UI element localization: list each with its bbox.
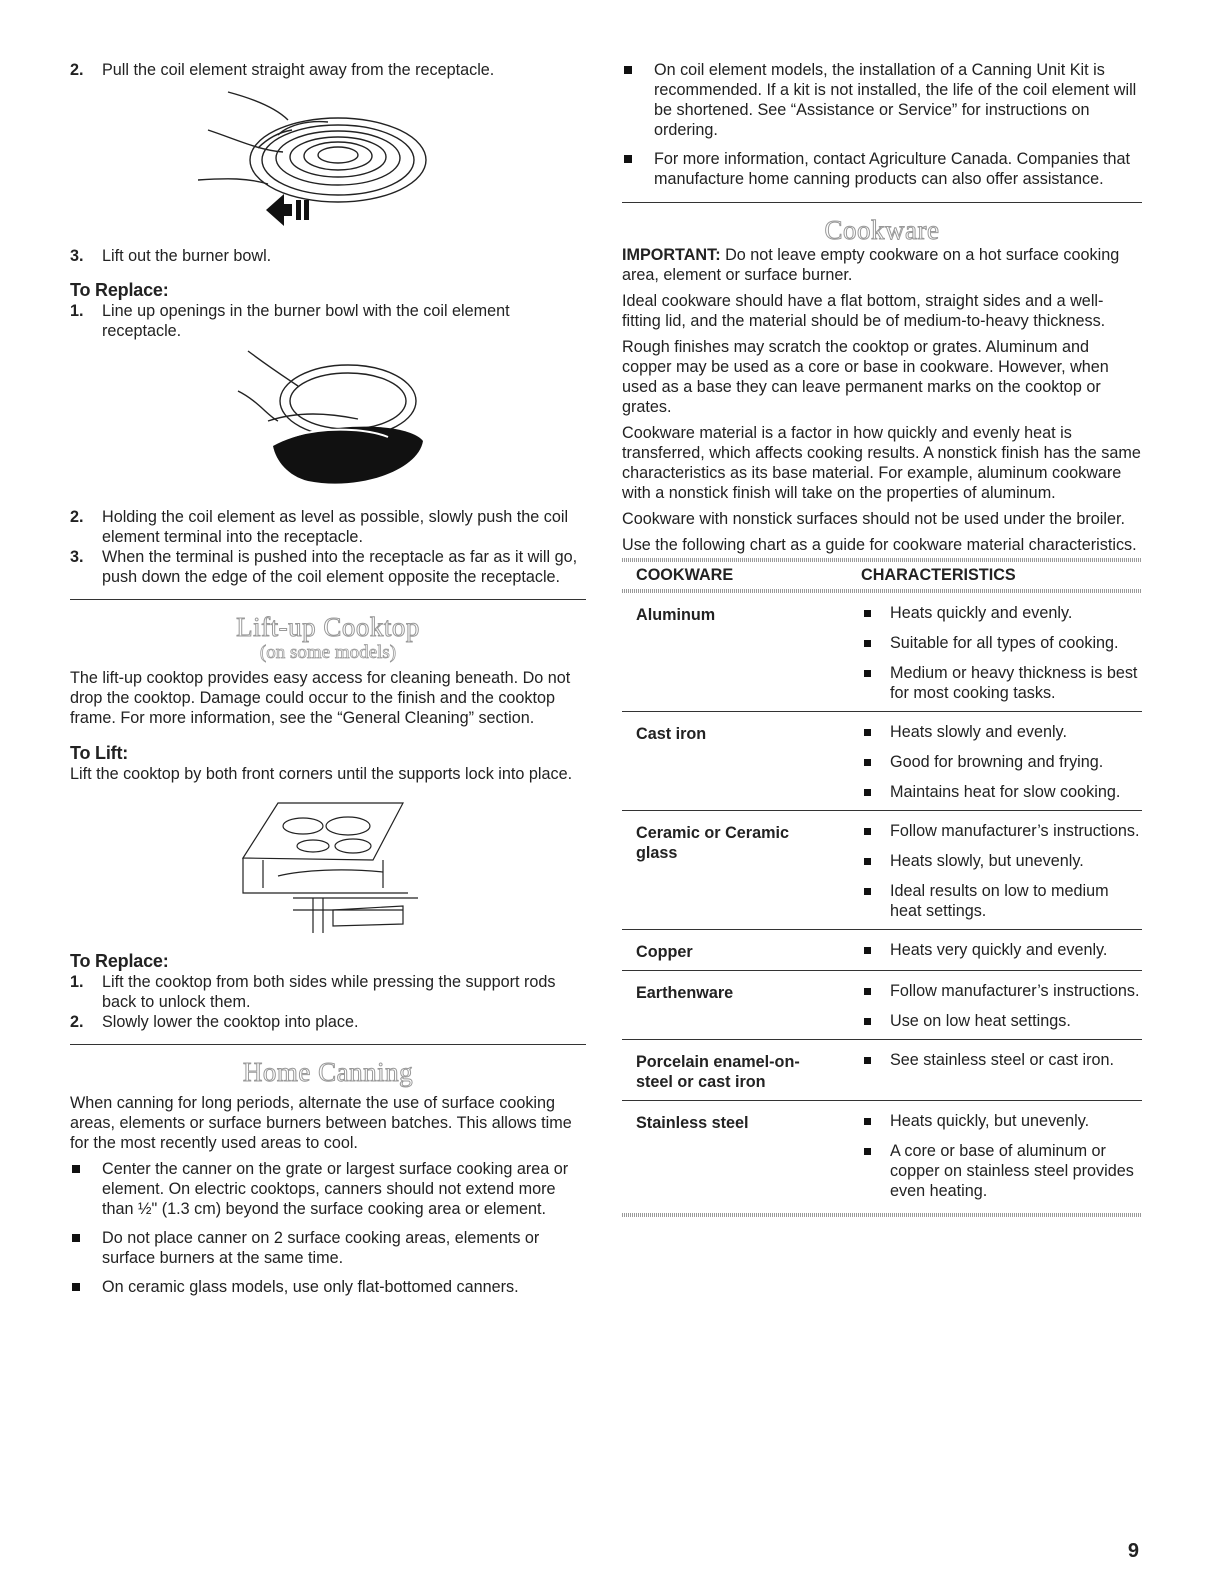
step-number: 2. <box>70 508 84 526</box>
characteristic-item: Follow manufacturer’s instructions. <box>861 821 1142 841</box>
characteristic-item: Suitable for all types of cooking. <box>861 633 1142 653</box>
section-divider <box>70 1044 586 1045</box>
liftup-cooktop-title: Lift-up Cooktop <box>236 612 420 642</box>
liftup-description: The lift-up cooktop provides easy access for cleaning beneath. Do not drop the cooktop. Damage could occur to the finish and the cooktop frame. For more information, see the “General Cleaning” section. <box>70 669 571 727</box>
replace-step-2 <box>70 507 586 547</box>
step-number: 3. <box>70 548 84 566</box>
table-row <box>622 811 1142 930</box>
coil-element-removal-illustration <box>188 80 468 238</box>
column-header-cookware: COOKWARE <box>636 566 734 584</box>
characteristic-item: Ideal results on low to medium heat settings. <box>861 881 1142 921</box>
important-label: IMPORTANT: <box>622 246 721 264</box>
characteristic-item: Good for browning and frying. <box>861 752 1142 772</box>
table-row <box>622 971 1142 1040</box>
material-cell: Earthenware <box>622 971 861 1040</box>
table-row <box>622 930 1142 971</box>
step-text: When the terminal is pushed into the receptacle as far as it will go, push down the edge of the coil element opposite the receptacle. <box>102 548 578 586</box>
characteristic-item: Heats quickly and evenly. <box>861 603 1142 623</box>
characteristic-item: Medium or heavy thickness is best for most cooking tasks. <box>861 663 1142 703</box>
characteristic-item: A core or base of aluminum or copper on stainless steel provides even heating. <box>861 1141 1142 1201</box>
to-lift-heading: To Lift: <box>70 743 129 763</box>
canning-bullet: On coil element models, the installation of a Canning Unit Kit is recommended. If a kit is not installed, the life of the coil element will be shortened. See “Assistance or Service” for instructions on ordering. <box>622 60 1142 140</box>
home-canning-title: Home Canning <box>242 1057 414 1087</box>
step-number: 2. <box>70 1013 84 1031</box>
material-cell: Ceramic or Ceramic glass <box>622 811 861 930</box>
characteristic-item: See stainless steel or cast iron. <box>861 1050 1142 1070</box>
liftup-cooktop-illustration <box>233 798 423 938</box>
step-number: 3. <box>70 247 84 265</box>
characteristic-item: Heats slowly, but unevenly. <box>861 851 1142 871</box>
canning-bullet: Center the canner on the grate or largest surface cooking area or element. On electric cooktops, canners should not extend more than ½" (1.3 cm) beyond the surface cooking area or element. <box>70 1159 586 1219</box>
left-column <box>70 60 586 1297</box>
column-header-characteristics: CHARACTERISTICS <box>861 566 1016 584</box>
right-column <box>622 60 1142 1217</box>
characteristics-cell <box>861 811 1142 930</box>
cookware-title: Cookware <box>824 215 940 245</box>
material-cell: Stainless steel <box>636 1114 749 1132</box>
to-replace-heading-2: To Replace: <box>70 951 169 971</box>
characteristic-item: Heats quickly, but unevenly. <box>861 1111 1142 1131</box>
cookware-paragraph: Cookware material is a factor in how quickly and evenly heat is transferred, which affects cooking results. A nonstick finish has the same characteristics as its base material. For example, aluminum cookware with a nonstick finish will take on the properties of aluminum. <box>622 424 1141 502</box>
cookware-paragraph: Cookware with nonstick surfaces should not be used under the broiler. <box>622 510 1125 528</box>
table-row <box>622 1040 1142 1101</box>
cookware-paragraph: Ideal cookware should have a flat bottom, straight sides and a well-fitting lid, and the material should be of medium-to-heavy thickness. <box>622 292 1106 330</box>
cookware-paragraph: Use the following chart as a guide for cookware material characteristics. <box>622 536 1137 554</box>
important-note <box>622 245 1142 285</box>
replace2-step-2 <box>70 1012 586 1032</box>
cookware-characteristics-table <box>622 562 1142 1209</box>
important-text: Do not leave empty cookware on a hot surface cooking area, element or surface burner. <box>622 246 1120 284</box>
table-bottom-border <box>622 1213 1142 1217</box>
characteristic-item: Maintains heat for slow cooking. <box>861 782 1142 802</box>
section-divider <box>70 599 586 600</box>
characteristics-cell <box>861 1101 1142 1210</box>
characteristic-item: Heats very quickly and evenly. <box>861 940 1142 960</box>
step-number: 1. <box>70 302 84 320</box>
step-text: Slowly lower the cooktop into place. <box>102 1013 359 1031</box>
cookware-paragraph: Rough finishes may scratch the cooktop or grates. Aluminum and copper may be used as a core or base in cookware. However, when used as a base they can leave permanent marks on the cooktop or grates. <box>622 338 1109 416</box>
step-3 <box>70 246 586 266</box>
characteristic-item: Heats slowly and evenly. <box>861 722 1142 742</box>
material-cell: Porcelain enamel-on-steel or cast iron <box>622 1040 861 1101</box>
page-number: 9 <box>1127 1540 1139 1562</box>
step-text: Lift out the burner bowl. <box>102 247 272 265</box>
characteristics-cell <box>861 971 1142 1040</box>
to-lift-text: Lift the cooktop by both front corners until the supports lock into place. <box>70 765 573 783</box>
table-row <box>622 593 1142 712</box>
step-number: 2. <box>70 61 84 79</box>
step-text: Lift the cooktop from both sides while pressing the support rods back to unlock them. <box>102 973 556 1011</box>
table-row <box>622 712 1142 811</box>
burner-bowl-illustration <box>208 341 448 501</box>
section-divider <box>622 202 1142 203</box>
canning-bullet: Do not place canner on 2 surface cooking areas, elements or surface burners at the same time. <box>70 1228 586 1268</box>
replace-step-3 <box>70 547 586 587</box>
step-text: Pull the coil element straight away from the receptacle. <box>102 61 495 79</box>
canning-bullet: On ceramic glass models, use only flat-bottomed canners. <box>70 1277 586 1297</box>
replace2-step-1 <box>70 972 586 1012</box>
characteristic-item: Use on low heat settings. <box>861 1011 1142 1031</box>
canning-bullet: For more information, contact Agriculture Canada. Companies that manufacture home canning products can also offer assistance. <box>622 149 1142 189</box>
material-cell: Copper <box>622 930 861 971</box>
table-row <box>622 1101 1142 1210</box>
characteristics-cell <box>861 1040 1142 1101</box>
step-number: 1. <box>70 973 84 991</box>
step-text: Line up openings in the burner bowl with the coil element receptacle. <box>102 302 510 340</box>
canning-description: When canning for long periods, alternate the use of surface cooking areas, elements or surface burners between batches. This allows time for the most recently used areas to cool. <box>70 1094 572 1152</box>
replace-step-1 <box>70 301 586 341</box>
step-2 <box>70 60 586 80</box>
material-cell: Aluminum <box>622 593 861 712</box>
characteristic-item: Follow manufacturer’s instructions. <box>861 981 1142 1001</box>
material-cell: Cast iron <box>622 712 861 811</box>
characteristics-cell <box>861 930 1142 971</box>
step-text: Holding the coil element as level as possible, slowly push the coil element terminal into the receptacle. <box>102 508 569 546</box>
characteristics-cell <box>861 712 1142 811</box>
table-header-row <box>622 562 1142 589</box>
liftup-cooktop-subtitle: (on some models) <box>259 642 397 663</box>
characteristics-cell <box>861 593 1142 712</box>
to-replace-heading: To Replace: <box>70 280 169 300</box>
